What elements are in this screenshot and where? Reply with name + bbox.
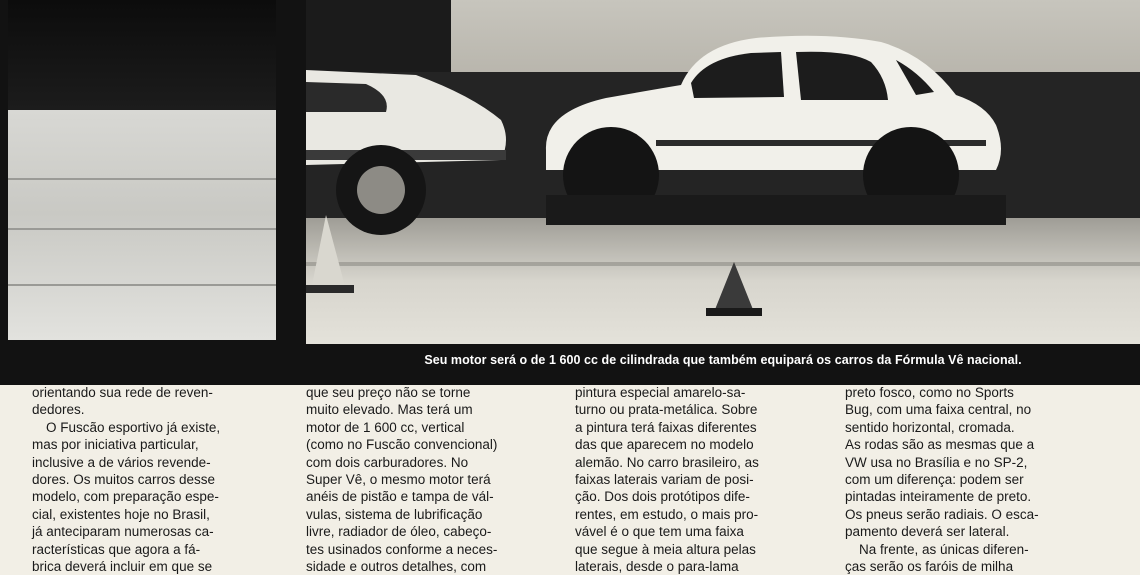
text-line: inclusive a de vários revende- [32, 454, 211, 470]
text-line: faixas laterais variam de posi- [575, 472, 754, 488]
road-line [8, 228, 276, 230]
text-line: ção. Dos dois protótipos dife- [575, 489, 750, 505]
text-line: Super Vê, o mesmo motor terá [306, 472, 491, 488]
text-line: cial, existentes hoje no Brasil, [32, 506, 210, 522]
text-line: laterais, desde o para-lama [575, 559, 739, 575]
road-line [8, 178, 276, 180]
article-column-2 [306, 384, 546, 575]
text-line: motor de 1 600 cc, vertical [306, 419, 465, 435]
text-line: vável é o que tem uma faixa [575, 524, 744, 540]
text-line: vulas, sistema de lubrificação [306, 506, 483, 522]
text-line: dedores. [32, 402, 85, 418]
text-line: a pintura terá faixas diferentes [575, 419, 757, 435]
text-line: sidade e outros detalhes, com [306, 559, 487, 575]
text-line: mas por iniciativa particular, [32, 437, 199, 453]
article-column-4 [845, 384, 1085, 575]
photo-caption: Seu motor será o de 1 600 cc de cilindrada que também equipará os carros da Fórmula Vê nacional. [424, 353, 1022, 367]
road-line [8, 284, 276, 286]
text-line: tes usinados conforme a neces- [306, 541, 498, 557]
article-column-3 [575, 384, 815, 575]
road-surface [8, 110, 276, 340]
text-line: pamento deverá ser lateral. [845, 524, 1010, 540]
road-photo [8, 0, 276, 340]
text-line: Na frente, as únicas diferen- [859, 541, 1029, 557]
text-line: com um diferença: podem ser [845, 472, 1024, 488]
text-line: VW usa no Brasília e no SP-2, [845, 454, 1028, 470]
text-line: das que aparecem no modelo [575, 437, 754, 453]
text-line: com dois carburadores. No [306, 454, 469, 470]
text-line: que segue à meia altura pelas [575, 541, 756, 557]
article-column-1 [32, 384, 276, 575]
text-line: sentido horizontal, cromada. [845, 419, 1015, 435]
photo-shadow-area [8, 0, 276, 110]
text-line: Os pneus serão radiais. O esca- [845, 506, 1039, 522]
text-line: turno ou prata-metálica. Sobre [575, 402, 758, 418]
text-line: que seu preço não se torne [306, 385, 471, 400]
text-line: anéis de pistão e tampa de vál- [306, 489, 494, 505]
text-line: racterísticas que agora a fá- [32, 541, 201, 557]
text-line: Bug, com uma faixa central, no [845, 402, 1032, 418]
text-line: pintadas inteiramente de preto. [845, 489, 1032, 505]
text-line: (como no Fuscão convencional) [306, 437, 498, 453]
car-photo-illustration [306, 0, 1140, 344]
text-line: As rodas são as mesmas que a [845, 437, 1035, 453]
text-line: preto fosco, como no Sports [845, 385, 1014, 400]
text-line: orientando sua rede de reven- [32, 385, 213, 400]
text-line: modelo, com preparação espe- [32, 489, 219, 505]
text-line: alemão. No carro brasileiro, as [575, 454, 759, 470]
text-line: ças serão os faróis de milha [845, 559, 1014, 575]
text-line: livre, radiador de óleo, cabeço- [306, 524, 492, 540]
text-line: brica deverá incluir em que se [32, 559, 213, 575]
text-line: O Fuscão esportivo já existe, [46, 419, 221, 435]
text-line: rentes, em estudo, o mais pro- [575, 506, 759, 522]
text-line: já anteciparam numerosas ca- [32, 524, 214, 540]
car-photo [306, 0, 1140, 344]
text-line: pintura especial amarelo-sa- [575, 385, 746, 400]
text-line: muito elevado. Mas terá um [306, 402, 473, 418]
text-line: dores. Os muitos carros desse [32, 472, 216, 488]
